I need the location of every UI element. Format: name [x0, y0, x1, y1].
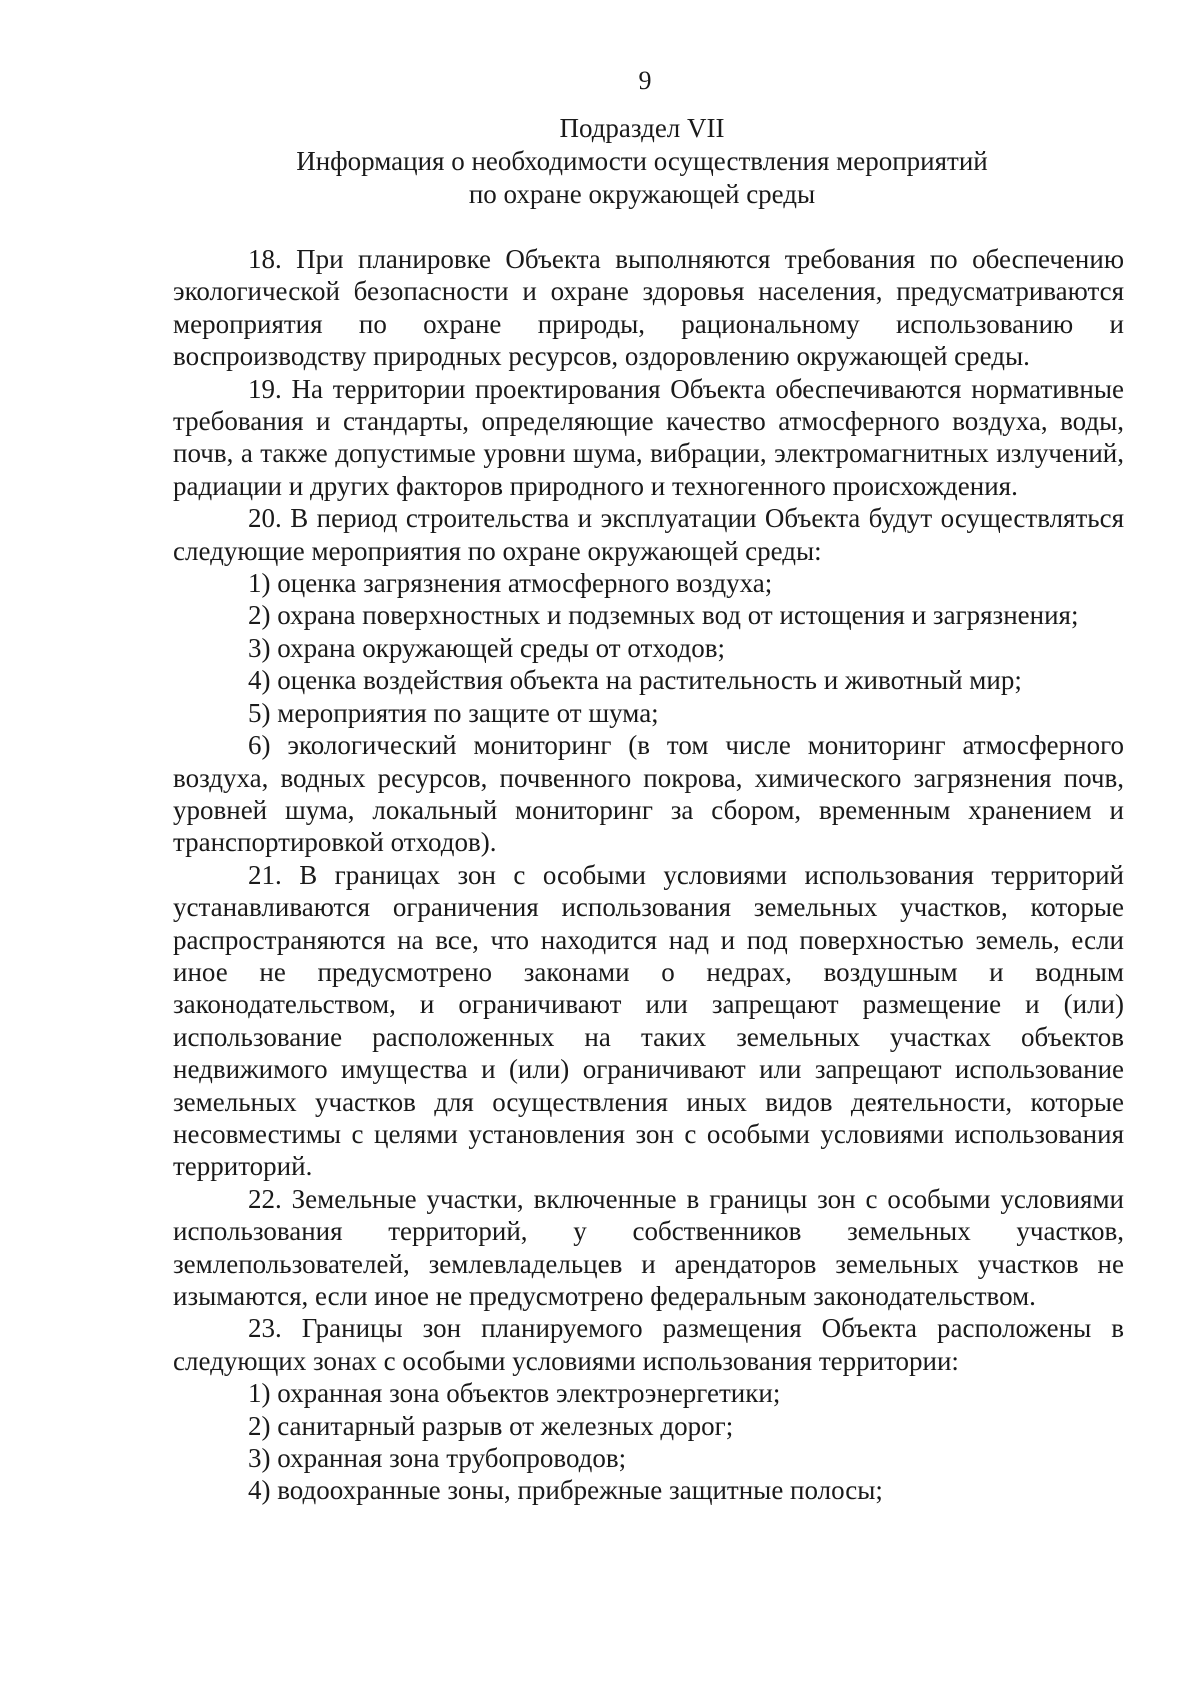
section-title-line-1: Информация о необходимости осуществления мероприятий — [296, 146, 988, 176]
section-heading — [160, 112, 1124, 211]
paragraph-23-item-1: 1) охранная зона объектов электроэнергетики; — [248, 1378, 781, 1409]
paragraph-22: 22. Земельные участки, включенные в границы зон с особыми условиями использования территорий, у собственников земельных участков, землепользователей, землевладельцев и арендаторов земельных участков не изымаются, если иное не предусмотрено федеральным законодательством. — [173, 1183, 1124, 1311]
paragraph-21: 21. В границах зон с особыми условиями использования территорий устанавливаются ограничения использования земельных участков, которые распространяются на все, что находится над и под поверхностью земель, если иное не предусмотрено законами о недрах, воздушным и водным законодательством, и ограничивают или запрещают размещение и (или) использование расположенных на таких земельных участках объектов недвижимого имущества и (или) ограничивают или запрещают использование земельных участков для осуществления иных видов деятельности, которые несовместимы с целями установления зон с особыми условиями использования территорий. — [173, 859, 1124, 1182]
page-number: 9 — [638, 66, 652, 95]
paragraph-23-item-4: 4) водоохранные зоны, прибрежные защитные полосы; — [248, 1475, 883, 1506]
paragraph-20-item-6: 6) экологический мониторинг (в том числе мониторинг атмосферного воздуха, водных ресурсов, почвенного покрова, химического загрязнения почв, уровней шума, локальный мониторинг за сбором, временным хранением и транспортировкой отходов). — [173, 730, 1124, 858]
paragraph-20-item-4: 4) оценка воздействия объекта на растительность и животный мир; — [248, 665, 1022, 696]
paragraph-23: 23. Границы зон планируемого размещения Объекта расположены в следующих зонах с особыми условиями использования территории: — [173, 1313, 1124, 1376]
paragraph-23-item-2: 2) санитарный разрыв от железных дорог; — [248, 1410, 734, 1441]
paragraph-23-item-3: 3) охранная зона трубопроводов; — [248, 1443, 627, 1474]
document-body — [173, 243, 1124, 1507]
paragraph-20-item-3: 3) охрана окружающей среды от отходов; — [248, 632, 725, 663]
paragraph-18: 18. При планировке Объекта выполняются требования по обеспечению экологической безопасности и охране здоровья населения, предусматриваются мероприятия по охране природы, рациональному использованию и воспроизводству природных ресурсов, оздоровлению окружающей среды. — [173, 244, 1124, 372]
paragraph-20: 20. В период строительства и эксплуатации Объекта будут осуществляться следующие мероприятия по охране окружающей среды: — [173, 503, 1124, 566]
section-title-line-2: по охране окружающей среды — [468, 179, 816, 209]
paragraph-20-item-1: 1) оценка загрязнения атмосферного воздуха; — [248, 568, 773, 599]
paragraph-20-item-5: 5) мероприятия по защите от шума; — [248, 697, 659, 728]
paragraph-19: 19. На территории проектирования Объекта обеспечиваются нормативные требования и стандарты, определяющие качество атмосферного воздуха, воды, почв, а также допустимые уровни шума, вибрации, электромагнитных излучений, радиации и других факторов природного и техногенного происхождения. — [173, 373, 1124, 501]
subsection-title: Подраздел VII — [559, 113, 725, 143]
paragraph-20-item-2: 2) охрана поверхностных и подземных вод от истощения и загрязнения; — [248, 600, 1079, 631]
